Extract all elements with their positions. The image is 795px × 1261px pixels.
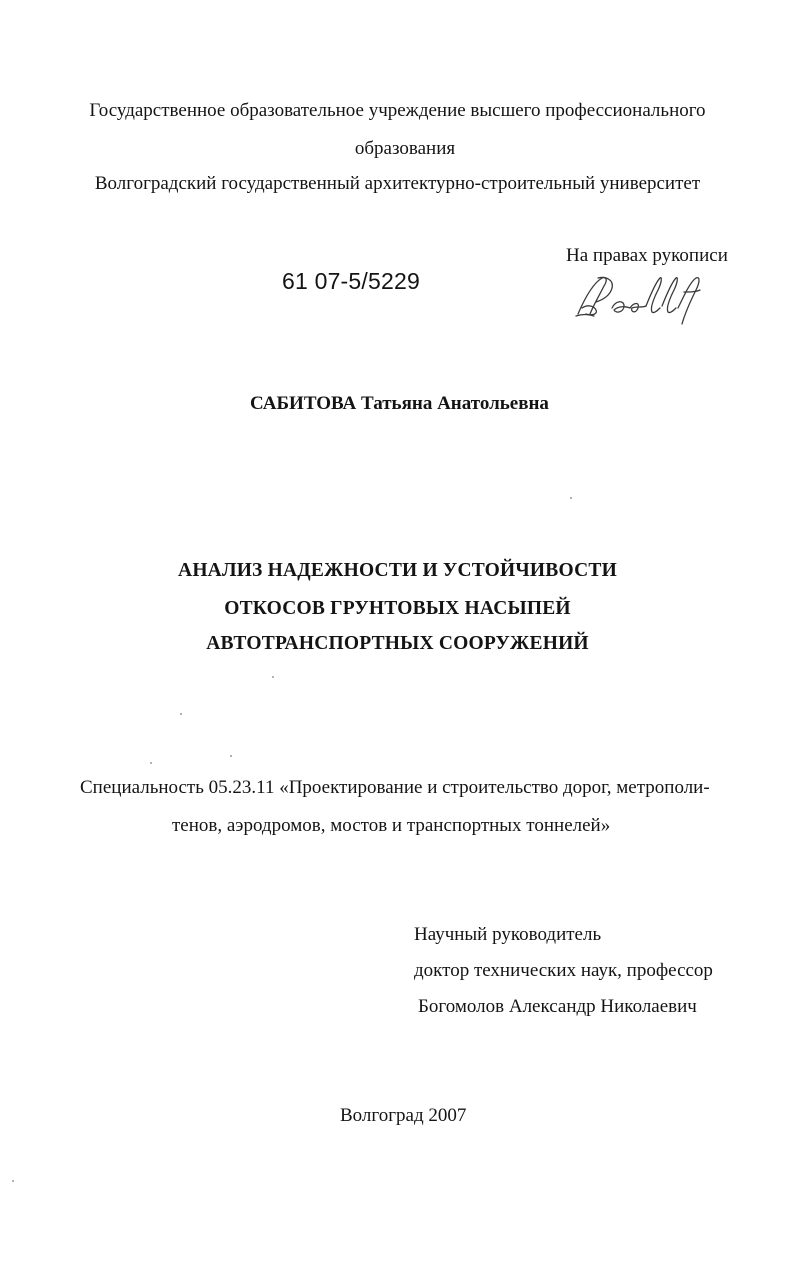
scan-speck [150, 762, 152, 764]
institution-line-3: Волгоградский государственный архитектурно-строительный университет [94, 173, 701, 194]
author-name [250, 393, 549, 415]
scan-speck [230, 755, 232, 757]
thesis-title-line-3: АВТОТРАНСПОРТНЫХ СООРУЖЕНИЙ [206, 633, 589, 654]
city-year: Волгоград 2007 [340, 1105, 467, 1126]
specialty-line-2: тенов, аэродромов, мостов и транспортных тоннелей» [172, 815, 611, 836]
specialty-line-1: Специальность 05.23.11 «Проектирование и строительство дорог, метрополи- [80, 777, 710, 798]
scan-speck [570, 497, 572, 499]
archive-number: 61 07-5/5229 [282, 268, 420, 294]
institution-line-1: Государственное образовательное учреждение высшего профессионального [89, 100, 706, 121]
author-surname: САБИТОВА [250, 393, 357, 414]
scan-speck [180, 713, 182, 715]
advisor-name: Богомолов Александр Николаевич [418, 996, 697, 1017]
scan-speck [272, 676, 274, 678]
manuscript-note: На правах рукописи [566, 245, 728, 266]
thesis-title-line-1: АНАЛИЗ НАДЕЖНОСТИ И УСТОЙЧИВОСТИ [178, 560, 617, 581]
thesis-title-line-2: ОТКОСОВ ГРУНТОВЫХ НАСЫПЕЙ [224, 598, 571, 619]
advisor-role: Научный руководитель [414, 924, 602, 945]
scan-speck [12, 1180, 14, 1182]
advisor-degree: доктор технических наук, профессор [414, 960, 713, 981]
institution-line-2: образования [354, 138, 456, 159]
author-given-names: Татьяна Анатольевна [361, 393, 549, 414]
handwritten-signature [572, 270, 712, 328]
